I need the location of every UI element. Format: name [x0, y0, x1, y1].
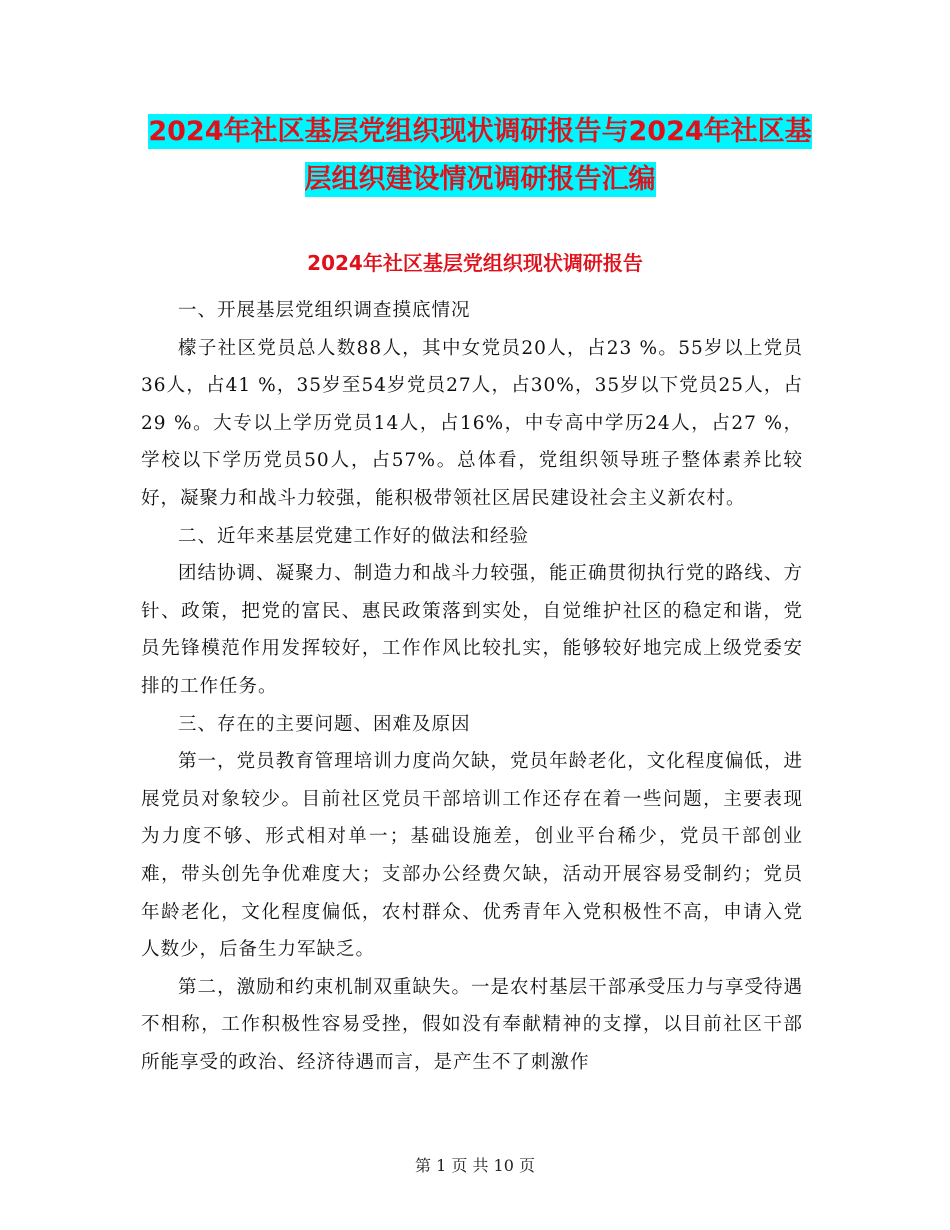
- heading-2: 二、近年来基层党建工作好的做法和经验: [178, 525, 530, 547]
- paragraph: 第一，党员教育管理培训力度尚欠缺，党员年龄老化，文化程度偏低，进展党员对象较少。目前社区党员干部培训工作还存在着一些问题，主要表现为力度不够、形式相对单一；基础设施差，创业平台稀少，党员干部创业难，带头创先争优难度大；支部办公经费欠缺，活动开展容易受制约；党员年龄老化，文化程度偏低，农村群众、优秀青年入党积极性不高，申请入党人数少，后备生力军缺乏。: [141, 751, 803, 961]
- section-title: 2024年社区基层党组织现状调研报告: [307, 251, 643, 275]
- title-line-1: 2024年社区基层党组织现状调研报告与2024年社区基: [148, 116, 812, 147]
- heading-3: 三、存在的主要问题、困难及原因: [178, 713, 471, 735]
- paragraph: 第二，激励和约束机制双重缺失。一是农村基层干部承受压力与享受待遇不相称，工作积极性容易受挫，假如没有奉献精神的支撑，以目前社区干部所能享受的政治、经济待遇而言，是产生不了刺激作: [141, 976, 803, 1073]
- paragraph: 团结协调、凝聚力、制造力和战斗力较强，能正确贯彻执行党的路线、方针、政策，把党的富民、惠民政策落到实处，自觉维护社区的稳定和谐，党员先锋模范作用发挥较好，工作作风比较扎实，能够较好地完成上级党委安排的工作任务。: [141, 563, 803, 697]
- document-title: [140, 108, 820, 204]
- page-footer: 第 1 页 共 10 页: [415, 1156, 535, 1175]
- paragraph: 檬子社区党员总人数88人，其中女党员20人，占23 %。55岁以上党员36人，占41 %，35岁至54岁党员27人，占30%，35岁以下党员25人，占29 %。大专以上学历党员14人，占16%，中专高中学历24人，占27 %，学校以下学历党员50人，占57%。总体看，党组织领导班子整体素养比较好，凝聚力和战斗力较强，能积极带领社区居民建设社会主义新农村。: [141, 337, 803, 509]
- title-line-2: 层组织建设情况调研报告汇编: [304, 164, 656, 195]
- heading-1: 一、开展基层党组织调查摸底情况: [178, 300, 471, 321]
- document-body: [141, 292, 803, 1081]
